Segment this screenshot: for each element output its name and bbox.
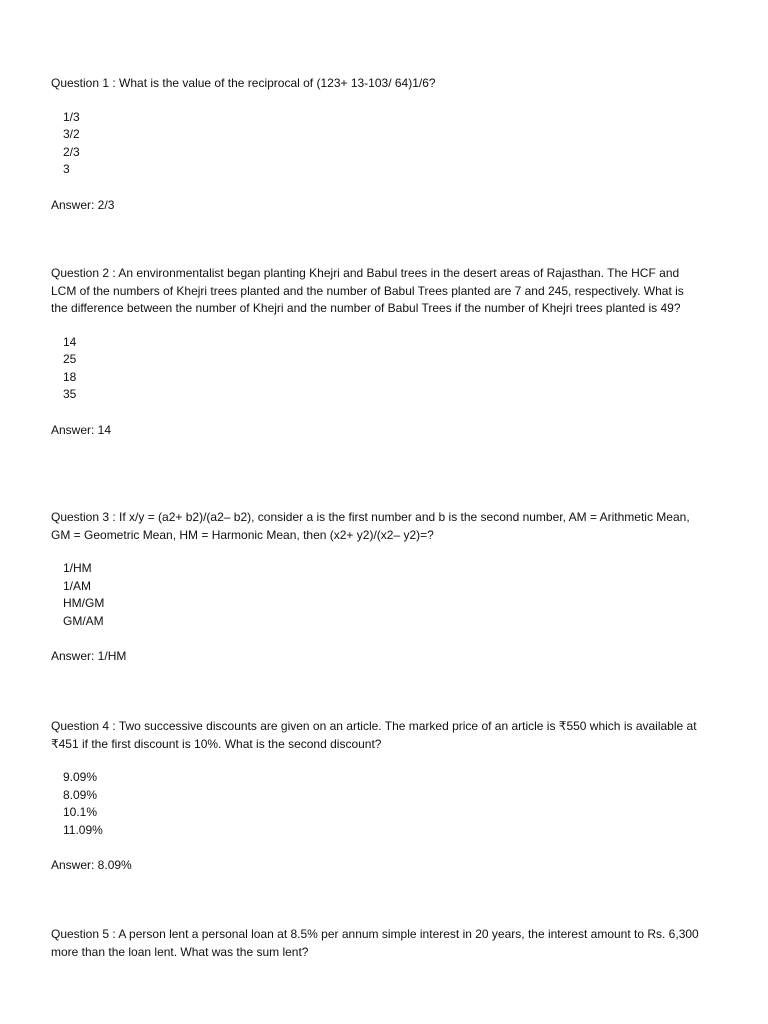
question-text: Question 1 : What is the value of the reciprocal of (123+ 13-103/ 64)1/6? — [51, 76, 436, 90]
question-block-2 — [51, 265, 701, 439]
options-list — [51, 334, 701, 404]
question-text: Question 2 : An environmentalist began planting Khejri and Babul trees in the desert areas of Rajasthan. The HCF and LCM of the numbers of Khejri trees planted and the number of Babul Trees planted are 7 and 245, respectively. What is the difference between the number of Khejri and the number of Babul Trees if the number of Khejri trees planted is 49? — [51, 266, 684, 315]
option-item: GM/AM — [63, 613, 104, 628]
question-block-4 — [51, 718, 701, 875]
option-item: 18 — [63, 369, 77, 384]
option-item: 11.09% — [63, 822, 103, 837]
answer-text: Answer: 1/HM — [51, 649, 127, 663]
question-block-1 — [51, 75, 701, 214]
answer-text: Answer: 14 — [51, 422, 112, 437]
options-list — [51, 769, 701, 839]
question-block-3 — [51, 509, 701, 666]
answer-text: Answer: 8.09% — [51, 858, 132, 872]
option-item: 10.1% — [63, 805, 98, 819]
option-item: 9.09% — [63, 770, 98, 784]
option-item: 14 — [63, 334, 77, 349]
question-text: Question 4 : Two successive discounts are given on an article. The marked price of an article is ₹550 which is available at ₹451 if the first discount is 10%. What is the second discount? — [51, 719, 697, 751]
question-text: Question 3 : If x/y = (a2+ b2)/(a2– b2), consider a is the first number and b is the second number, AM = Arithmetic Mean, GM = Geometric Mean, HM = Harmonic Mean, then (x2+ y2)/(x2– y2)=? — [51, 510, 690, 542]
option-item: 1/3 — [63, 109, 80, 124]
options-list — [51, 560, 701, 630]
options-list — [51, 109, 701, 179]
option-item: 3 — [63, 162, 70, 176]
option-item: 3/2 — [63, 127, 80, 141]
option-item: 35 — [63, 387, 77, 401]
option-item: 2/3 — [63, 144, 80, 159]
option-item: 8.09% — [63, 787, 98, 802]
option-item: 1/HM — [63, 561, 92, 575]
question-block-5 — [51, 926, 701, 961]
option-item: 1/AM — [63, 578, 92, 593]
question-text: Question 5 : A person lent a personal loan at 8.5% per annum simple interest in 20 years, the interest amount to Rs. 6,300 more than the loan lent. What was the sum lent? — [51, 927, 699, 959]
answer-text: Answer: 2/3 — [51, 197, 115, 212]
option-item: HM/GM — [63, 596, 105, 610]
option-item: 25 — [63, 352, 77, 366]
